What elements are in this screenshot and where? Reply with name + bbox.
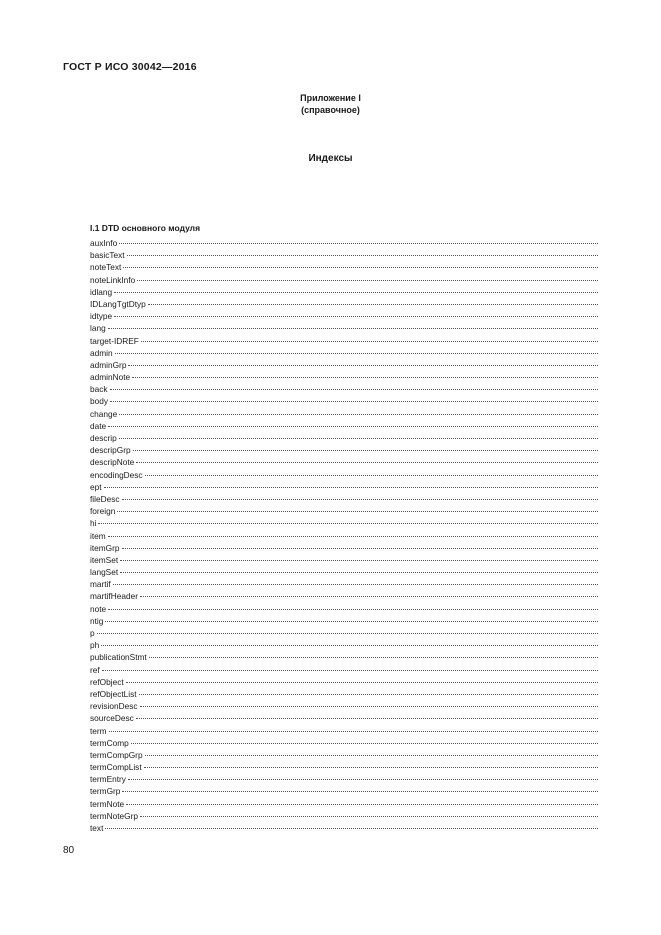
section-heading: I.1 DTD основного модуля	[90, 223, 201, 233]
index-term: itemSet	[90, 554, 119, 565]
index-entry	[90, 371, 598, 383]
dot-leader	[98, 523, 598, 524]
dot-leader	[101, 645, 598, 646]
index-term: basicText	[90, 250, 125, 261]
index-term: body	[90, 396, 108, 407]
dot-leader	[145, 475, 598, 476]
dot-leader	[113, 584, 598, 585]
index-term: change	[90, 408, 118, 419]
index-term: termCompGrp	[90, 749, 143, 760]
index-entry	[90, 408, 598, 420]
index-entry	[90, 274, 598, 286]
index-entry	[90, 773, 598, 785]
index-entry	[90, 651, 598, 663]
index-entry	[90, 700, 598, 712]
index-entry	[90, 737, 598, 749]
index-term: descrip	[90, 433, 117, 443]
index-entry	[90, 286, 598, 298]
dot-leader	[126, 804, 598, 805]
index-entry	[90, 420, 598, 432]
index-entry	[90, 725, 598, 737]
index-entry	[90, 542, 598, 554]
index-term: lang	[90, 323, 106, 334]
index-list	[90, 237, 598, 834]
index-term: adminGrp	[90, 359, 127, 370]
dot-leader	[148, 304, 598, 305]
index-term: encodingDesc	[90, 469, 143, 480]
index-term: item	[90, 530, 106, 541]
index-entry	[90, 615, 598, 627]
index-entry	[90, 676, 598, 688]
index-entry	[90, 554, 598, 566]
index-term: hi	[90, 518, 97, 529]
index-term: revisionDesc	[90, 701, 138, 712]
dot-leader	[120, 572, 598, 573]
index-entry	[90, 237, 598, 249]
index-entry	[90, 822, 598, 834]
annex-label: Приложение I	[300, 93, 361, 103]
index-entry	[90, 603, 598, 615]
index-entry	[90, 432, 598, 444]
annex-block	[0, 92, 661, 116]
index-term: idtype	[90, 311, 113, 322]
index-term: auxInfo	[90, 238, 118, 248]
index-term: sourceDesc	[90, 713, 134, 724]
dot-leader	[120, 560, 598, 561]
index-entry	[90, 785, 598, 797]
index-term: text	[90, 823, 104, 833]
index-entry	[90, 798, 598, 810]
index-entry	[90, 395, 598, 407]
dot-leader	[110, 401, 598, 402]
dot-leader	[108, 426, 598, 427]
dot-leader	[119, 438, 598, 439]
annex-status: (справочное)	[301, 105, 360, 115]
index-entry	[90, 322, 598, 334]
index-entry	[90, 310, 598, 322]
page-number: 80	[63, 845, 75, 856]
dot-leader	[140, 706, 599, 707]
index-entry	[90, 530, 598, 542]
index-term: fileDesc	[90, 493, 120, 504]
index-entry	[90, 505, 598, 517]
dot-leader	[114, 316, 598, 317]
dot-leader	[108, 328, 598, 329]
dot-leader	[128, 365, 598, 366]
dot-leader	[97, 633, 598, 634]
index-term: admin	[90, 347, 113, 358]
index-entry	[90, 749, 598, 761]
dot-leader	[131, 743, 598, 744]
dot-leader	[122, 499, 598, 500]
dot-leader	[109, 731, 598, 732]
index-entry	[90, 810, 598, 822]
index-term: termComp	[90, 737, 129, 748]
dot-leader	[137, 280, 598, 281]
dot-leader	[136, 462, 598, 463]
annex-title: Индексы	[308, 153, 353, 164]
index-entry	[90, 249, 598, 261]
index-term: termNoteGrp	[90, 810, 138, 821]
index-term: adminNote	[90, 372, 131, 383]
dot-leader	[136, 718, 598, 719]
dot-leader	[104, 487, 598, 488]
index-entry	[90, 347, 598, 359]
index-term: termNote	[90, 798, 125, 809]
dot-leader	[144, 767, 598, 768]
dot-leader	[145, 755, 598, 756]
index-term: descripNote	[90, 457, 135, 468]
index-entry	[90, 444, 598, 456]
index-entry	[90, 688, 598, 700]
dot-leader	[108, 609, 598, 610]
dot-leader	[133, 450, 598, 451]
index-term: p	[90, 628, 95, 638]
index-term: ref	[90, 664, 100, 675]
index-term: noteLinkInfo	[90, 274, 136, 285]
index-term: ntig	[90, 615, 104, 626]
index-term: noteText	[90, 262, 122, 273]
index-term: termEntry	[90, 774, 126, 785]
index-term: refObjectList	[90, 688, 137, 699]
dot-leader	[105, 621, 598, 622]
dot-leader	[108, 536, 598, 537]
index-term: martif	[90, 579, 111, 590]
dot-leader	[119, 243, 598, 244]
index-term: itemGrp	[90, 542, 120, 553]
index-entry	[90, 469, 598, 481]
document-header: ГОСТ Р ИСО 30042—2016	[63, 61, 197, 73]
index-entry	[90, 566, 598, 578]
dot-leader	[110, 389, 598, 390]
index-term: note	[90, 603, 107, 614]
index-entry	[90, 578, 598, 590]
index-term: term	[90, 725, 107, 736]
index-entry	[90, 493, 598, 505]
dot-leader	[122, 548, 598, 549]
index-term: idlang	[90, 286, 113, 297]
index-term: IDLangTgtDtyp	[90, 298, 146, 309]
index-term: date	[90, 420, 107, 431]
index-entry	[90, 712, 598, 724]
index-term: termGrp	[90, 786, 121, 797]
dot-leader	[149, 657, 598, 658]
dot-leader	[102, 670, 598, 671]
dot-leader	[119, 414, 598, 415]
index-entry	[90, 517, 598, 529]
index-entry	[90, 298, 598, 310]
index-entry	[90, 761, 598, 773]
index-term: martifHeader	[90, 591, 138, 602]
index-term: refObject	[90, 676, 124, 687]
dot-leader	[139, 694, 598, 695]
dot-leader	[128, 779, 598, 780]
dot-leader	[127, 255, 598, 256]
dot-leader	[126, 682, 598, 683]
index-entry	[90, 664, 598, 676]
index-term: back	[90, 384, 108, 395]
index-term: target-IDREF	[90, 335, 139, 346]
dot-leader	[141, 341, 598, 342]
index-entry	[90, 335, 598, 347]
dot-leader	[117, 511, 598, 512]
index-entry	[90, 627, 598, 639]
index-entry	[90, 590, 598, 602]
index-entry	[90, 383, 598, 395]
index-entry	[90, 261, 598, 273]
dot-leader	[132, 377, 598, 378]
index-term: foreign	[90, 506, 116, 517]
index-term: langSet	[90, 567, 119, 578]
index-entry	[90, 359, 598, 371]
dot-leader	[114, 292, 598, 293]
index-term: ph	[90, 640, 100, 651]
index-term: termCompList	[90, 762, 142, 773]
dot-leader	[105, 828, 598, 829]
index-term: publicationStmt	[90, 652, 147, 663]
dot-leader	[140, 596, 598, 597]
dot-leader	[140, 816, 598, 817]
index-entry	[90, 456, 598, 468]
index-term: descripGrp	[90, 445, 131, 456]
index-entry	[90, 481, 598, 493]
dot-leader	[123, 267, 598, 268]
index-entry	[90, 639, 598, 651]
index-term: ept	[90, 481, 102, 492]
dot-leader	[115, 353, 598, 354]
dot-leader	[122, 791, 598, 792]
